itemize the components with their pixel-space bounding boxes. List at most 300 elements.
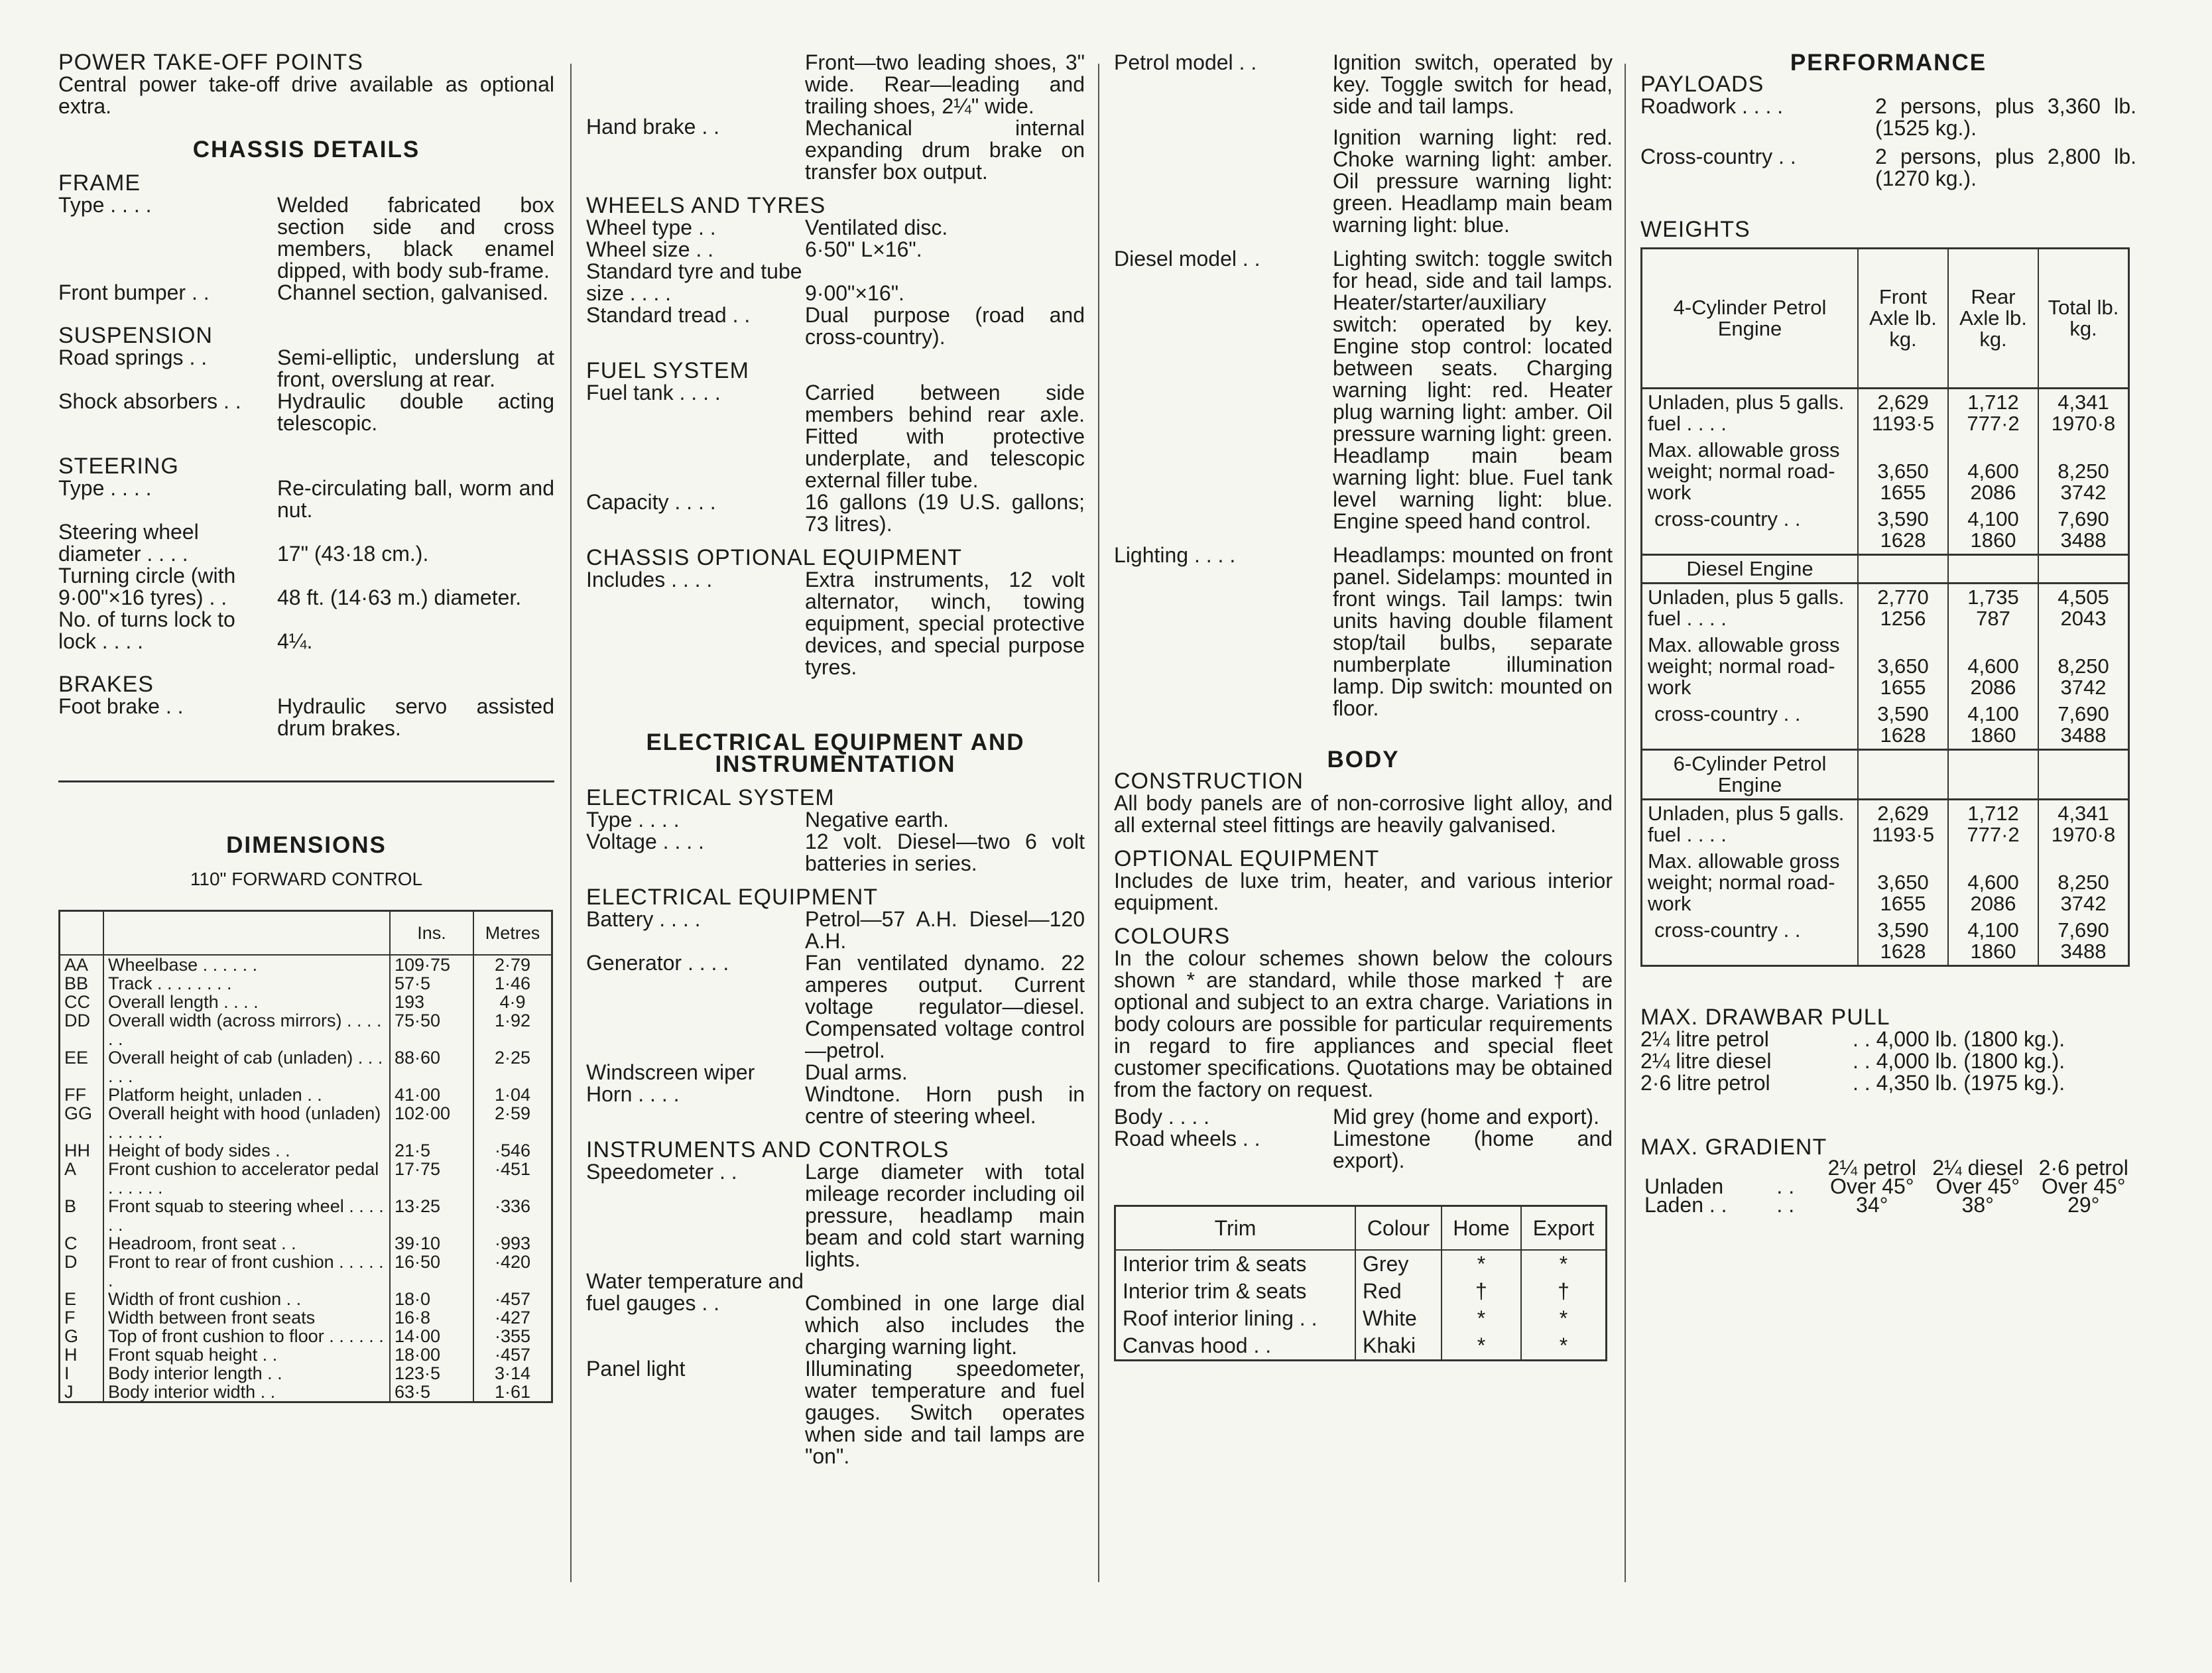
dim-cell: ·457 [473, 1345, 552, 1364]
column-divider [1098, 64, 1099, 1582]
weight-value: 4,600 2086 [1948, 632, 2038, 701]
shock-row [58, 391, 554, 434]
table-row [1642, 584, 2129, 633]
frame-type-label: Type . . . . [58, 193, 152, 217]
section-label: Diesel Engine [1642, 555, 1859, 584]
trim-cell: * [1442, 1250, 1521, 1278]
dim-cell: E [60, 1290, 104, 1308]
dim-cell: Front to rear of front cushion . . . . . . [103, 1253, 390, 1290]
weights-header-cell: Total lb. kg. [2038, 249, 2129, 389]
dim-cell: Wheelbase . . . . . . [103, 955, 390, 974]
dim-cell: Overall length . . . . [103, 993, 390, 1011]
petrol-model-value-1: Ignition switch, operated by key. Toggle switch for head, side and tail lamps. [1333, 50, 1613, 118]
weight-value: 2,629 1193·5 [1858, 800, 1948, 849]
weight-value: 1,735 787 [1948, 584, 2038, 633]
dim-cell: Front cushion to accelerator pedal . . . . . . [103, 1160, 390, 1197]
weight-value: 8,250 3742 [2038, 632, 2129, 701]
battery-label: Battery . . . . [586, 907, 701, 931]
table-row [60, 993, 552, 1011]
drawbar-row [1640, 1072, 2136, 1094]
gradient-cell: 29° [2067, 1193, 2100, 1217]
dim-cell: ·457 [473, 1290, 552, 1308]
steering-type-value: Re-circulating ball, worm and nut. [277, 476, 554, 522]
dim-cell: Track . . . . . . . . [103, 974, 390, 993]
dim-cell: 193 [390, 993, 473, 1011]
steering-type-row [58, 477, 554, 521]
weight-value: 7,690 3488 [2038, 917, 2129, 966]
dim-cell: ·355 [473, 1327, 552, 1345]
weights-heading: WEIGHTS [1640, 217, 1751, 242]
table-row [60, 1048, 552, 1085]
table-row [60, 1011, 552, 1048]
weight-row-label: Unladen, plus 5 galls. fuel . . . . [1642, 584, 1859, 633]
weights-body [1642, 389, 2129, 966]
trim-cell: † [1442, 1278, 1521, 1305]
dim-cell: 4·9 [473, 993, 552, 1011]
drawbar-row [1640, 1028, 2136, 1050]
drawbar-label: 2¼ litre petrol [1640, 1027, 1769, 1051]
dim-cell: ·993 [473, 1234, 552, 1253]
weight-row-label: Max. allowable gross weight; normal road-work [1642, 437, 1859, 506]
column-divider [1625, 64, 1626, 1582]
column-performance [1640, 50, 2136, 1217]
panel-light-label: Panel light [586, 1357, 686, 1381]
frame-heading: FRAME [58, 170, 141, 196]
weight-value: 4,600 2086 [1948, 848, 2038, 917]
wheels-heading: WHEELS AND TYRES [586, 193, 826, 218]
gradient-cell: . . [1776, 1174, 1795, 1198]
weight-value: 4,341 1970·8 [2038, 800, 2129, 849]
section-blank [1858, 555, 1948, 584]
frame-type-row [58, 194, 554, 282]
trim-cell: Grey [1355, 1250, 1442, 1278]
petrol-model-label: Petrol model . . [1114, 50, 1257, 74]
trim-cell: White [1355, 1305, 1442, 1332]
generator-value: Fan ventilated dynamo. 22 amperes output. Current voltage regulator—diesel. Compensated voltage control—petrol. [805, 951, 1085, 1062]
hand-brake-label: Hand brake . . [586, 115, 719, 139]
colours-text: In the colour schemes shown below the colours shown * are standard, while those marked † are optional and subject to an extra charge. Variations in body colours are possible for particular requirements in regard to fire appliances and special fleet customer specifications. Quotations may be obtained from the factory on request. [1114, 946, 1613, 1101]
lighting-label: Lighting . . . . [1114, 543, 1236, 567]
weight-value: 8,250 3742 [2038, 848, 2129, 917]
wheel-diam-row [58, 521, 554, 565]
dim-cell: 123·5 [390, 1364, 473, 1383]
weight-value: 4,100 1860 [1948, 506, 2038, 555]
dim-cell: DD [60, 1011, 104, 1048]
dim-cell: ·420 [473, 1253, 552, 1290]
foot-brake-row [58, 696, 554, 739]
trim-cell: * [1442, 1332, 1521, 1361]
dim-cell: 88·60 [390, 1048, 473, 1085]
dim-cell: GG [60, 1104, 104, 1141]
weight-value: 2,770 1256 [1858, 584, 1948, 633]
table-row [1115, 1332, 1607, 1361]
dim-cell: Body interior length . . [103, 1364, 390, 1383]
weights-header-cell: 4-Cylinder Petrol Engine [1642, 249, 1859, 389]
dim-cell: AA [60, 955, 104, 974]
gradient-cell: Unladen [1644, 1174, 1724, 1198]
performance-heading: PERFORMANCE [1790, 50, 1987, 76]
dim-cell: HH [60, 1141, 104, 1160]
trim-cell: * [1521, 1332, 1607, 1361]
weight-row-label: cross-country . . [1642, 506, 1859, 555]
dim-cell: 57·5 [390, 974, 473, 993]
body-colour-label: Body . . . . [1114, 1105, 1210, 1129]
cross-country-value: 2 persons, plus 2,800 lb. (1270 kg.). [1875, 145, 2136, 190]
weight-value: 3,650 1655 [1858, 848, 1948, 917]
table-row [60, 1364, 552, 1383]
table-row [60, 1234, 552, 1253]
dim-cell: A [60, 1160, 104, 1197]
dim-cell: 109·75 [390, 955, 473, 974]
dim-cell: Platform height, unladen . . [103, 1085, 390, 1104]
dim-cell: 13·25 [390, 1197, 473, 1234]
trim-cell: Canvas hood . . [1115, 1332, 1356, 1361]
includes-value: Extra instruments, 12 volt alternator, winch, towing equipment, special protective devices, and special purpose tyres. [805, 568, 1085, 679]
steering-heading: STEERING [58, 454, 179, 479]
optional-body-text: Includes de luxe trim, heater, and various interior equipment. [1114, 869, 1613, 914]
dim-cell: Width of front cushion . . [103, 1290, 390, 1308]
water-temp-label: Water temperature and fuel gauges . . [586, 1269, 804, 1315]
trim-cell: † [1521, 1278, 1607, 1305]
table-row [60, 1197, 552, 1234]
front-bumper-row [58, 282, 554, 304]
dim-cell: 21·5 [390, 1141, 473, 1160]
dim-cell: Width between front seats [103, 1308, 390, 1327]
fuel-tank-label: Fuel tank . . . . [586, 381, 721, 404]
dim-cell: I [60, 1364, 104, 1383]
dim-cell: BB [60, 974, 104, 993]
drawbar-label: 2·6 litre petrol [1640, 1071, 1770, 1095]
trim-cell: Interior trim & seats [1115, 1250, 1356, 1278]
fuel-tank-value: Carried between side members behind rear axle. Fitted with protective underplate, and telescopic external filler tube. [805, 381, 1085, 492]
dim-cell: Front squab height . . [103, 1345, 390, 1364]
weight-row-label: cross-country . . [1642, 701, 1859, 750]
dim-cell: G [60, 1327, 104, 1345]
table-row [60, 1160, 552, 1197]
dim-cell: Overall width (across mirrors) . . . . . . [103, 1011, 390, 1048]
table-row [1642, 800, 2129, 849]
column-divider [570, 64, 572, 1582]
weight-value: 3,590 1628 [1858, 506, 1948, 555]
table-row [1642, 848, 2129, 917]
weight-row-label: Max. allowable gross weight; normal road-work [1642, 632, 1859, 701]
electrical-equipment-heading: ELECTRICAL EQUIPMENT [586, 885, 879, 910]
dim-cell: 2·59 [473, 1104, 552, 1141]
section-blank [2038, 750, 2129, 800]
dim-cell: B [60, 1197, 104, 1234]
weight-value: 4,100 1860 [1948, 701, 2038, 750]
table-row [1642, 917, 2129, 966]
foot-brake-cont-row [586, 52, 1085, 117]
brakes-heading: BRAKES [58, 672, 154, 697]
horn-label: Horn . . . . [586, 1082, 680, 1106]
gradient-heading: MAX. GRADIENT [1640, 1135, 1827, 1160]
dim-cell: 3·14 [473, 1364, 552, 1383]
table-row [60, 1345, 552, 1364]
dim-cell: 1·61 [473, 1383, 552, 1402]
roadwork-value: 2 persons, plus 3,360 lb. (1525 kg.). [1875, 94, 2136, 140]
gradient-cell: Over 45° [1936, 1174, 2020, 1198]
dim-cell: FF [60, 1085, 104, 1104]
table-row [1115, 1250, 1607, 1278]
drawbar-heading: MAX. DRAWBAR PULL [1640, 1005, 1890, 1030]
weight-row-label: Max. allowable gross weight; normal road-work [1642, 848, 1859, 917]
dim-cell: 1·04 [473, 1085, 552, 1104]
drawbar-value: . . 4,350 lb. (1975 kg.). [1853, 1071, 2065, 1095]
column-chassis [58, 52, 554, 1403]
diesel-model-value: Lighting switch: toggle switch for head, side and tail lamps. Heater/starter/auxiliary switch: operated by key. Engine stop control: located between seats. Charging warning light: red. Heater plug warning light: amber. Oil pressure warning light: green. Headlamp main beam warning light: blue. Fuel tank level warning light: blue. Engine speed hand control. [1333, 247, 1613, 533]
dim-header-cell: Metres [473, 911, 552, 956]
wheel-size-value: 6·50" L×16". [805, 237, 922, 261]
gradient-body [1640, 1174, 2136, 1217]
dimensions-body [60, 955, 552, 1402]
dim-cell: J [60, 1383, 104, 1402]
foot-brake-continued: Front—two leading shoes, 3" wide. Rear—leading and trailing shoes, 2¼" wide. [805, 50, 1085, 118]
turns-row [58, 609, 554, 652]
weight-value: 7,690 3488 [2038, 506, 2129, 555]
trim-header-cell: Export [1521, 1206, 1607, 1251]
road-springs-label: Road springs . . [58, 345, 208, 369]
road-springs-value: Semi-elliptic, underslung at front, overslung at rear. [277, 345, 554, 391]
trim-body [1115, 1250, 1607, 1361]
gradient-cell: Laden . . [1644, 1193, 1727, 1217]
dim-cell: H [60, 1345, 104, 1364]
water-temp-value: Combined in one large dial which also includes the charging warning light. [805, 1291, 1085, 1359]
horn-value: Windtone. Horn push in centre of steering wheel. [805, 1082, 1085, 1128]
table-row [60, 955, 552, 974]
chassis-heading: CHASSIS DETAILS [192, 137, 420, 162]
front-bumper-label: Front bumper . . [58, 280, 210, 304]
dim-cell: ·427 [473, 1308, 552, 1327]
trim-header-cell: Home [1442, 1206, 1521, 1251]
road-wheels-label: Road wheels . . [1114, 1127, 1260, 1150]
trim-cell: * [1521, 1305, 1607, 1332]
road-wheels-value: Limestone (home and export). [1333, 1127, 1613, 1172]
dim-cell: C [60, 1234, 104, 1253]
table-row [1642, 437, 2129, 506]
weight-value: 4,341 1970·8 [2038, 389, 2129, 438]
dim-cell: 102·00 [390, 1104, 473, 1141]
elec-type-value: Negative earth. [805, 808, 950, 832]
weight-value: 1,712 777·2 [1948, 389, 2038, 438]
trim-cell: * [1442, 1305, 1521, 1332]
tread-value: Dual purpose (road and cross-country). [805, 303, 1085, 349]
weight-value: 3,650 1655 [1858, 437, 1948, 506]
dim-header-cell [103, 911, 390, 956]
dimensions-subheading: 110" FORWARD CONTROL [190, 869, 423, 889]
table-row [60, 1327, 552, 1345]
fuel-heading: FUEL SYSTEM [586, 358, 749, 383]
dim-cell: D [60, 1253, 104, 1290]
turning-row [58, 565, 554, 609]
hand-brake-value: Mechanical internal expanding drum brake on transfer box output. [805, 116, 1085, 184]
tyre-size-label: Standard tyre and tube size . . . . [586, 259, 802, 305]
gradient-table [1640, 1156, 2136, 1217]
dim-cell: CC [60, 993, 104, 1011]
weight-value: 2,629 1193·5 [1858, 389, 1948, 438]
dim-cell: 17·75 [390, 1160, 473, 1197]
voltage-value: 12 volt. Diesel—two 6 volt batteries in series. [805, 830, 1085, 875]
table-row [60, 1253, 552, 1290]
roadwork-label: Roadwork . . . . [1640, 94, 1784, 118]
construction-heading: CONSTRUCTION [1114, 769, 1304, 794]
diesel-model-label: Diesel model . . [1114, 247, 1260, 271]
electrical-heading: ELECTRICAL EQUIPMENT AND INSTRUMENTATION [646, 729, 1025, 777]
dim-cell: 14·00 [390, 1327, 473, 1345]
dimensions-heading: DIMENSIONS [226, 832, 387, 858]
weight-value: 4,100 1860 [1948, 917, 2038, 966]
column-wheels-electrical [586, 52, 1085, 1467]
weight-value: 3,590 1628 [1858, 701, 1948, 750]
voltage-label: Voltage . . . . [586, 830, 704, 853]
dim-cell: 1·46 [473, 974, 552, 993]
table-row [60, 1290, 552, 1308]
dim-header-cell: Ins. [390, 911, 473, 956]
column-controls-body [1114, 52, 1613, 1361]
table-row [1115, 1305, 1607, 1332]
gradient-cell: Over 45° [1829, 1174, 1914, 1198]
trim-cell: Red [1355, 1278, 1442, 1305]
table-row [60, 1104, 552, 1141]
colours-heading: COLOURS [1114, 924, 1231, 949]
gradient-cell: . . [1776, 1193, 1795, 1217]
trim-cell: Interior trim & seats [1115, 1278, 1356, 1305]
dim-cell: 2·79 [473, 955, 552, 974]
weight-value: 1,712 777·2 [1948, 800, 2038, 849]
dim-cell: ·546 [473, 1141, 552, 1160]
turning-value: 48 ft. (14·63 m.) diameter. [277, 586, 522, 609]
wiper-value: Dual arms. [805, 1060, 908, 1084]
table-row [1642, 701, 2129, 750]
trim-header-cell: Trim [1115, 1206, 1356, 1251]
section-blank [1948, 750, 2038, 800]
dimensions-header-row [60, 911, 552, 956]
section-label: 6-Cylinder Petrol Engine [1642, 750, 1859, 800]
gradient-header-cell: 2¼ diesel [1932, 1156, 2024, 1180]
weight-row-label: Unladen, plus 5 galls. fuel . . . . [1642, 389, 1859, 438]
table-row [60, 974, 552, 993]
table-row [60, 1141, 552, 1160]
wheel-diam-value: 17" (43·18 cm.). [277, 542, 429, 566]
payloads-heading: PAYLOADS [1640, 72, 1764, 97]
wheel-diam-label: Steering wheel diameter . . . . [58, 520, 199, 566]
dim-cell: EE [60, 1048, 104, 1085]
table-section-row [1642, 555, 2129, 584]
elec-type-label: Type . . . . [586, 808, 680, 832]
section-blank [2038, 555, 2129, 584]
weight-value: 8,250 3742 [2038, 437, 2129, 506]
weight-row-label: Unladen, plus 5 galls. fuel . . . . [1642, 800, 1859, 849]
turns-label: No. of turns lock to lock . . . . [58, 607, 235, 653]
suspension-heading: SUSPENSION [58, 323, 213, 348]
battery-value: Petrol—57 A.H. Diesel—120 A.H. [805, 907, 1085, 953]
speedometer-label: Speedometer . . [586, 1160, 737, 1184]
dim-cell: 16·8 [390, 1308, 473, 1327]
section-blank [1948, 555, 2038, 584]
tyre-size-value: 9·00"×16". [805, 281, 904, 305]
electrical-system-heading: ELECTRICAL SYSTEM [586, 785, 835, 810]
foot-brake-value: Hydraulic servo assisted drum brakes. [277, 694, 554, 740]
gradient-header-cell: 2¼ petrol [1827, 1156, 1916, 1180]
table-row [1115, 1278, 1607, 1305]
table-row [60, 1308, 552, 1327]
turning-label: Turning circle (with 9·00"×16 tyres) . . [58, 564, 236, 609]
panel-light-value: Illuminating speedometer, water temperature and fuel gauges. Switch operates when side and tail lamps are "on". [805, 1357, 1085, 1468]
instruments-heading: INSTRUMENTS AND CONTROLS [586, 1137, 950, 1162]
dim-cell: Body interior width . . [103, 1383, 390, 1402]
weight-value: 4,600 2086 [1948, 437, 2038, 506]
optional-equipment-heading: CHASSIS OPTIONAL EQUIPMENT [586, 545, 962, 570]
gradient-header-cell: 2·6 petrol [2038, 1156, 2128, 1180]
dim-cell: F [60, 1308, 104, 1327]
wheel-type-label: Wheel type . . [586, 216, 716, 239]
drawbar-value: . . 4,000 lb. (1800 kg.). [1853, 1049, 2065, 1073]
weight-value: 4,505 2043 [2038, 584, 2129, 633]
weights-table [1640, 247, 2130, 967]
petrol-model-value-2: Ignition warning light: red. Choke warning light: amber. Oil pressure warning light: green. Headlamp main beam warning light: blue. [1333, 125, 1613, 237]
table-row [1640, 1196, 2136, 1214]
dim-cell: ·451 [473, 1160, 552, 1197]
front-bumper-value: Channel section, galvanised. [277, 280, 549, 304]
section-blank [1858, 750, 1948, 800]
table-row [60, 1085, 552, 1104]
weight-value: 3,650 1655 [1858, 632, 1948, 701]
weight-value: 7,690 3488 [2038, 701, 2129, 750]
cross-country-label: Cross-country . . [1640, 145, 1796, 168]
dim-cell: 63·5 [390, 1383, 473, 1402]
includes-label: Includes . . . . [586, 568, 713, 591]
construction-text: All body panels are of non-corrosive light alloy, and all external steel fittings are heavily galvanised. [1114, 791, 1613, 837]
drawbar-row [1640, 1050, 2136, 1072]
dim-cell: Headroom, front seat . . [103, 1234, 390, 1253]
drawbar-value: . . 4,000 lb. (1800 kg.). [1853, 1027, 2065, 1051]
dimensions-table [58, 910, 553, 1403]
dim-header-cell [60, 911, 104, 956]
drawbar-label: 2¼ litre diesel [1640, 1049, 1772, 1073]
body-heading: BODY [1327, 747, 1400, 773]
table-row [1642, 506, 2129, 555]
wheel-type-value: Ventilated disc. [805, 216, 948, 239]
dim-cell: Height of body sides . . [103, 1141, 390, 1160]
capacity-value: 16 gallons (19 U.S. gallons; 73 litres). [805, 490, 1085, 536]
dim-cell: Overall height of cab (unladen) . . . . . . [103, 1048, 390, 1085]
trim-cell: Roof interior lining . . [1115, 1305, 1356, 1332]
dim-cell: 39·10 [390, 1234, 473, 1253]
dim-cell: 75·50 [390, 1011, 473, 1048]
speedometer-value: Large diameter with total mileage recorder including oil pressure, headlamp main beam and cold start warning lights. [805, 1160, 1085, 1271]
wheel-size-label: Wheel size . . [586, 237, 714, 261]
trim-table [1114, 1205, 1607, 1361]
pto-heading: POWER TAKE-OFF POINTS [58, 50, 363, 75]
gradient-cell: Over 45° [2041, 1174, 2126, 1198]
dim-cell: 18·0 [390, 1290, 473, 1308]
lighting-value: Headlamps: mounted on front panel. Sidelamps: mounted in front wings. Tail lamps: twin units having double filament stop/tail bulbs, separate numberplate illumination lamp. Dip switch: mounted on floor. [1333, 543, 1613, 720]
weight-value: 3,590 1628 [1858, 917, 1948, 966]
dim-cell: ·336 [473, 1197, 552, 1234]
dim-cell: 1·92 [473, 1011, 552, 1048]
trim-cell: * [1521, 1250, 1607, 1278]
capacity-label: Capacity . . . . [586, 490, 716, 514]
dim-cell: 41·00 [390, 1085, 473, 1104]
generator-label: Generator . . . . [586, 951, 729, 975]
weight-row-label: cross-country . . [1642, 917, 1859, 966]
road-springs-row [58, 347, 554, 391]
gradient-cell: 34° [1856, 1193, 1888, 1217]
table-row [1642, 632, 2129, 701]
trim-header-cell: Colour [1355, 1206, 1442, 1251]
tread-label: Standard tread . . [586, 303, 751, 327]
pto-text: Central power take-off drive available as optional extra. [58, 72, 554, 118]
